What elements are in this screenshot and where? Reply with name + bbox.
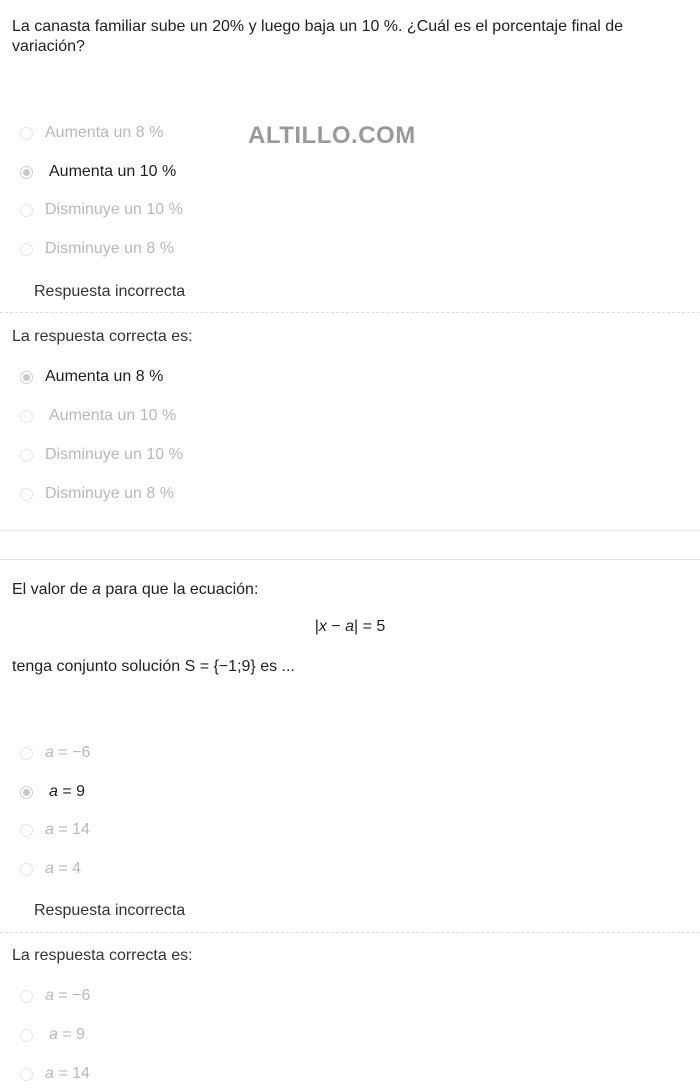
eq-a: a	[345, 618, 354, 635]
q1-correct-title: La respuesta correcta es:	[12, 328, 193, 345]
radio-icon	[20, 410, 33, 423]
q2-correct-option-3	[20, 1063, 90, 1085]
radio-icon[interactable]	[20, 204, 33, 217]
radio-icon[interactable]	[20, 243, 33, 256]
q2-option-4-label: a = 4	[45, 860, 82, 877]
q1-correct-option-1	[20, 366, 163, 388]
q2-correct-option-2-label: a = 9	[49, 1026, 86, 1043]
q2-correct-option-1	[20, 985, 90, 1007]
q2-option-3-label: a = 14	[45, 821, 90, 838]
radio-icon	[20, 488, 33, 501]
eq-close: | = 5	[354, 618, 386, 635]
section-divider	[0, 559, 700, 560]
radio-selected-icon[interactable]	[20, 166, 33, 179]
question-2-text-2: tenga conjunto solución S = {−1;9} es ...	[12, 658, 295, 675]
eq-x: x	[318, 618, 327, 635]
q2-correct-option-2	[20, 1024, 85, 1046]
q2-correct-option-3-label: a = 14	[45, 1065, 90, 1082]
radio-icon	[20, 1068, 33, 1081]
radio-icon[interactable]	[20, 127, 33, 140]
q1-correct-option-3	[20, 444, 183, 466]
q1-correct-option-2	[20, 405, 176, 427]
question-1-text: La canasta familiar sube un 20% y luego baja un 10 %. ¿Cuál es el porcentaje final de variación?	[12, 18, 624, 55]
q1-option-4[interactable]	[20, 238, 174, 260]
radio-icon	[20, 990, 33, 1003]
q1-option-1-label: Aumenta un 8 %	[45, 124, 164, 141]
q1-correct-option-4	[20, 483, 174, 505]
q2-option-1[interactable]	[20, 742, 90, 764]
q2-text-prefix: El valor de	[12, 581, 93, 598]
q2-option-4[interactable]	[20, 858, 81, 880]
q1-option-4-label: Disminuye un 8 %	[45, 240, 174, 257]
radio-icon[interactable]	[20, 747, 33, 760]
q2-text-var: a	[92, 581, 101, 598]
radio-selected-icon[interactable]	[20, 786, 33, 799]
radio-icon	[20, 1029, 33, 1042]
question-2-text	[12, 580, 692, 600]
radio-icon[interactable]	[20, 863, 33, 876]
q2-option-2-label: a = 9	[49, 783, 86, 800]
q1-option-1[interactable]	[20, 122, 163, 144]
watermark: ALTILLO.COM	[248, 122, 416, 149]
equation	[0, 618, 700, 636]
q2-option-3[interactable]	[20, 819, 90, 841]
q2-correct-title: La respuesta correcta es:	[12, 947, 193, 964]
q1-correct-option-3-label: Disminuye un 10 %	[45, 446, 183, 463]
radio-icon	[20, 449, 33, 462]
q2-option-1-label: a = −6	[45, 744, 91, 761]
q1-option-2[interactable]	[20, 161, 176, 183]
eq-minus: −	[326, 618, 346, 635]
q1-correct-option-2-label: Aumenta un 10 %	[49, 407, 177, 424]
q1-correct-option-4-label: Disminuye un 8 %	[45, 485, 174, 502]
q2-feedback: Respuesta incorrecta	[34, 902, 186, 919]
divider	[0, 312, 700, 313]
radio-selected-icon	[20, 371, 33, 384]
radio-icon[interactable]	[20, 824, 33, 837]
q1-option-2-label: Aumenta un 10 %	[49, 163, 177, 180]
q1-correct-option-1-label: Aumenta un 8 %	[45, 368, 164, 385]
divider	[0, 932, 700, 933]
section-divider	[0, 530, 700, 531]
q2-text-suffix: para que la ecuación:	[100, 581, 259, 598]
q2-option-2[interactable]	[20, 781, 85, 803]
q2-correct-option-1-label: a = −6	[45, 987, 91, 1004]
q1-feedback: Respuesta incorrecta	[34, 283, 186, 300]
q1-option-3[interactable]	[20, 199, 183, 221]
eq-open: |	[314, 618, 319, 635]
q1-option-3-label: Disminuye un 10 %	[45, 201, 183, 218]
